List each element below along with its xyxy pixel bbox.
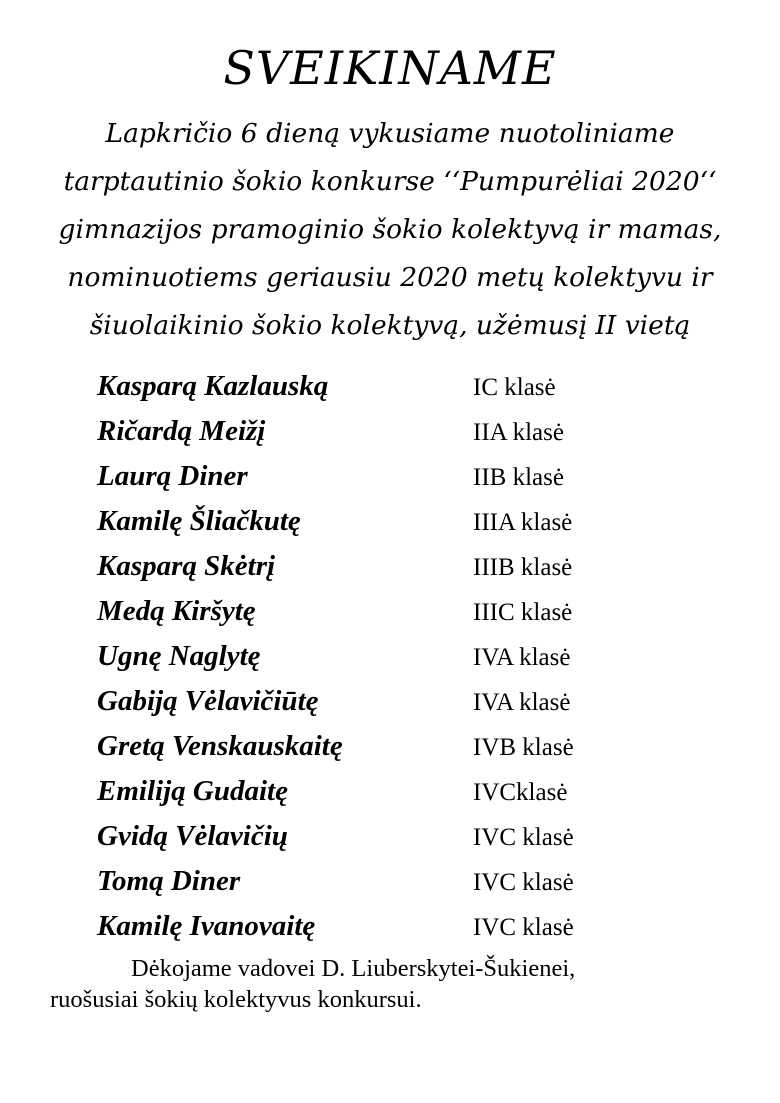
intro-line: šiuolaikinio šokio kolektyvą, užėmusį II vietą	[89, 310, 691, 341]
list-item	[0, 724, 780, 769]
intro-line: Lapkričio 6 dieną vykusiame nuotoliniame	[105, 118, 675, 149]
list-item	[0, 409, 780, 454]
list-item	[0, 364, 780, 409]
list-item	[0, 814, 780, 859]
student-class: IVC klasė	[473, 914, 574, 941]
thanks-line: Dėkojame vadovei D. Liuberskytei-Šukienei,	[131, 955, 576, 982]
list-item	[0, 589, 780, 634]
list-item	[0, 859, 780, 904]
intro-line: tarptautinio šokio konkurse ‘‘Pumpurėliai 2020‘‘	[63, 166, 717, 197]
student-name: Tomą Diner	[97, 865, 241, 897]
student-class: IIB klasė	[473, 464, 564, 491]
thanks-paragraph	[50, 953, 740, 1015]
student-name: Medą Kiršytę	[97, 595, 256, 627]
student-name: Gvidą Vėlavičių	[97, 820, 288, 852]
student-list	[0, 364, 780, 949]
page-title: SVEIKINAME	[223, 41, 557, 95]
intro-paragraph	[40, 110, 740, 350]
intro-line: nominuotiems geriausiu 2020 metų kolektyvu ir	[67, 262, 713, 293]
student-name: Ričardą Meižį	[97, 415, 266, 447]
student-class: IIIB klasė	[473, 554, 573, 581]
student-name: Kamilę Ivanovaitę	[97, 910, 316, 942]
list-item	[0, 454, 780, 499]
student-name: Gabiją Vėlavičiūtę	[97, 685, 319, 717]
list-item	[0, 544, 780, 589]
student-name: Kasparą Skėtrį	[97, 550, 276, 582]
list-item	[0, 769, 780, 814]
list-item	[0, 904, 780, 949]
intro-line: gimnazijos pramoginio šokio kolektyvą ir mamas,	[58, 214, 722, 245]
student-class: IVCklasė	[473, 779, 568, 806]
student-class: IVC klasė	[473, 824, 574, 851]
student-class: IVA klasė	[473, 644, 571, 671]
list-item	[0, 499, 780, 544]
list-item	[0, 634, 780, 679]
student-class: IIA klasė	[473, 419, 564, 446]
student-class: IIIA klasė	[473, 509, 573, 536]
student-name: Kasparą Kazlauską	[97, 370, 329, 402]
student-name: Ugnę Naglytę	[97, 640, 261, 672]
list-item	[0, 679, 780, 724]
student-class: IVC klasė	[473, 869, 574, 896]
thanks-line: ruošusiai šokių kolektyvus konkursui.	[50, 986, 422, 1013]
student-class: IVB klasė	[473, 734, 574, 761]
student-name: Gretą Venskauskaitę	[97, 730, 343, 762]
student-name: Emiliją Gudaitę	[97, 775, 288, 807]
student-class: IC klasė	[473, 374, 556, 401]
student-class: IIIC klasė	[473, 599, 573, 626]
student-name: Laurą Diner	[97, 460, 248, 492]
student-class: IVA klasė	[473, 689, 571, 716]
student-name: Kamilę Šliačkutę	[97, 505, 301, 537]
